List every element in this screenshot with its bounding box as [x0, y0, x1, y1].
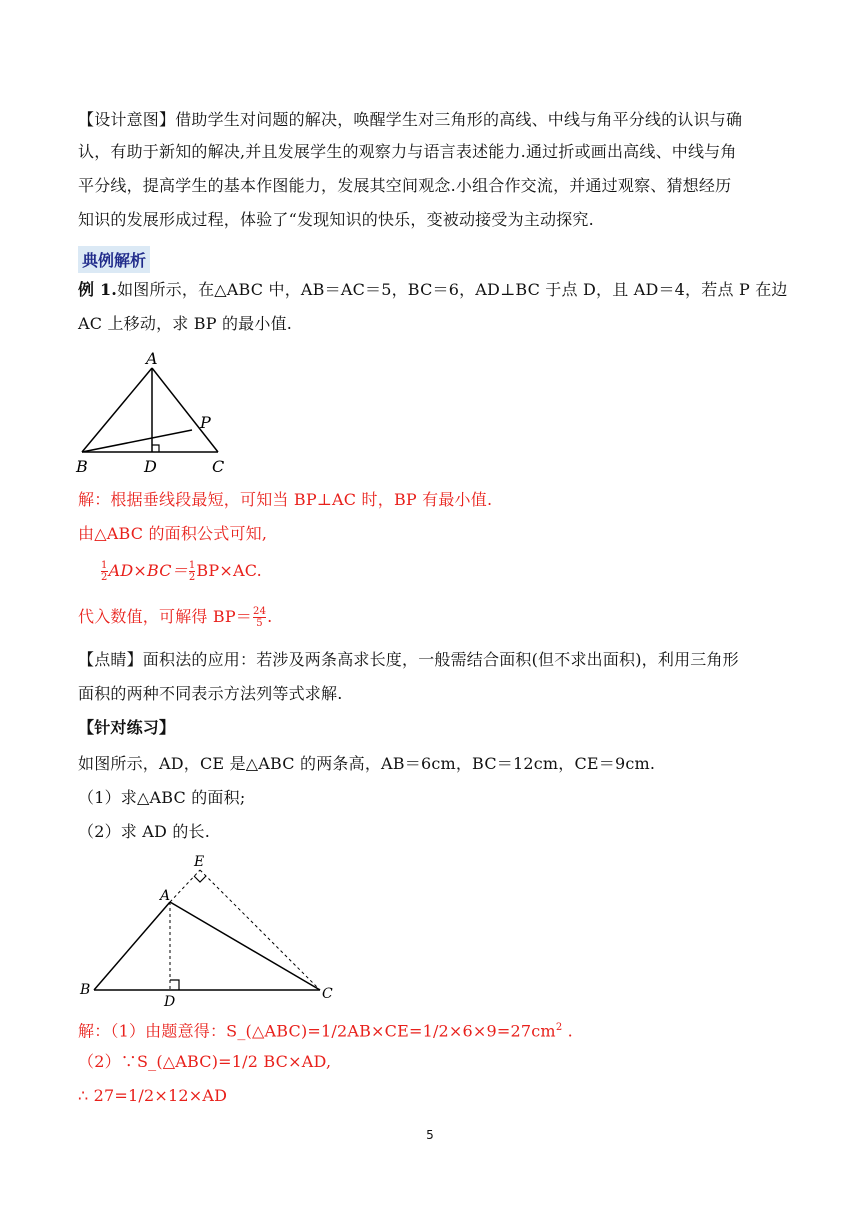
page-number: 5 [426, 1128, 434, 1142]
fraction-half-1: $\frac{1}{2}$ [101, 560, 108, 583]
section-heading: 典例解析 [78, 246, 150, 273]
practice-problem: 如图所示，AD，CE 是△ABC 的两条高，AB＝6cm，BC＝12cm，CE＝9cm. [78, 754, 656, 773]
fig1-label-a: A [146, 349, 158, 368]
fig1-label-p: P [200, 413, 211, 432]
formula-part-1: AD×BC＝ [108, 561, 188, 580]
fig1-label-c: C [212, 457, 225, 476]
fraction-half-2: $\frac{1}{2}$ [188, 560, 196, 583]
intent-line-2: 认，有助于新知的解决,并且发展学生的观察力与语言表述能力.通过折或画出高线、中线与角 [78, 142, 737, 161]
example-1-label: 例 1. [78, 280, 118, 299]
superscript-2: 2 [555, 1022, 563, 1033]
solution-2-text-1: 解：（1）由题意得：S_(△ABC)=1/2AB×CE=1/2×6×9=27cm [78, 1021, 556, 1041]
intent-line-1: 【设计意图】借助学生对问题的解决，唤醒学生对三角形的高线、中线与角平分线的认识与确 [78, 110, 743, 129]
tip-line-1: 【点睛】面积法的应用：若涉及两条高求长度，一般需结合面积(但不求出面积)，利用三角形 [78, 650, 739, 669]
fig2-label-b: B [80, 982, 91, 998]
solution-2-end: . [562, 1021, 573, 1041]
fig2-label-e: E [194, 854, 205, 870]
fig1-label-d: D [144, 457, 157, 476]
solution-2-line-3: ∴ 27=1/2×12×AD [78, 1086, 228, 1105]
fig1-label-b: B [76, 457, 88, 476]
fig2-label-a: A [160, 888, 171, 904]
fig2-label-c: C [322, 986, 333, 1002]
solution-1-result [78, 606, 272, 629]
tip-line-2: 面积的两种不同表示方法列等式求解. [78, 684, 343, 703]
fig2-label-d: D [164, 994, 176, 1008]
intent-line-4: 知识的发展形成过程，体验了“发现知识的快乐，变被动接受为主动探究. [78, 210, 594, 229]
solution-1-line-2: 由△ABC 的面积公式可知, [78, 524, 268, 543]
example-1-line-1 [78, 280, 788, 300]
example-1-line-2: AC 上移动，求 BP 的最小值. [78, 314, 293, 333]
practice-question-1: （1）求△ABC 的面积; [78, 788, 246, 807]
formula-part-2: BP×AC. [196, 561, 262, 580]
result-prefix: 代入数值，可解得 BP＝ [78, 607, 253, 626]
practice-question-2: （2）求 AD 的长. [78, 822, 211, 841]
intent-line-3: 平分线，提高学生的基本作图能力，发展其空间观念.小组合作交流，并通过观察、猜想经历 [78, 176, 732, 195]
triangle-figure-2 [76, 852, 346, 1008]
fraction-result: $\frac{24}{5}$ [253, 606, 267, 629]
triangle-figure-1 [72, 346, 242, 478]
practice-heading: 【针对练习】 [78, 718, 176, 737]
solution-2-line-2: （2）∵S_(△ABC)=1/2 BC×AD, [78, 1052, 332, 1071]
example-1-text: 如图所示，在△ABC 中，AB＝AC＝5，BC＝6，AD⊥BC 于点 D，且 AD＝4，若点 P 在边 [117, 280, 788, 299]
solution-2-line-1 [78, 1018, 573, 1041]
solution-1-line-1: 解：根据垂线段最短，可知当 BP⊥AC 时，BP 有最小值. [78, 490, 493, 509]
result-suffix: . [267, 607, 273, 626]
solution-1-formula [100, 560, 262, 583]
